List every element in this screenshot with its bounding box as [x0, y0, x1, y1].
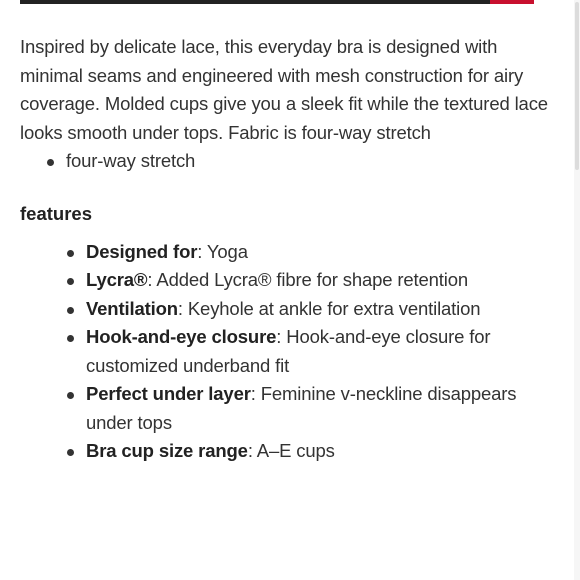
bullet-icon — [67, 335, 74, 342]
feature-value: : Added Lycra® fibre for shape retention — [147, 269, 469, 290]
feature-label: Designed for — [86, 240, 198, 262]
description-bullet-text: four-way stretch — [66, 150, 196, 171]
bullet-icon — [67, 449, 74, 456]
feature-item — [86, 238, 560, 267]
header-accent — [490, 0, 534, 4]
scrollbar-thumb[interactable] — [575, 2, 579, 170]
bullet-icon — [67, 250, 74, 257]
description-bullet — [66, 147, 560, 176]
feature-item — [86, 437, 560, 466]
feature-value: : Hook-and-eye closure for customized underband fit — [86, 326, 491, 376]
description-bullet-list — [20, 147, 560, 176]
product-description: Inspired by delicate lace, this everyday bra is designed with minimal seams and engineered with mesh construction for airy coverage. Molded cups give you a sleek fit while the textured lace looks smooth under tops. Fabric is four-way stretch — [20, 36, 548, 143]
bullet-icon — [47, 159, 54, 166]
feature-label: Lycra® — [86, 269, 148, 290]
scrollbar[interactable] — [574, 0, 580, 580]
feature-value: : Feminine v-neckline disappears under tops — [86, 383, 517, 433]
feature-label: Bra cup size range — [86, 440, 248, 461]
feature-item — [86, 295, 560, 324]
feature-value: : A–E cups — [247, 440, 335, 461]
feature-item — [86, 266, 560, 295]
header-divider — [20, 0, 534, 4]
feature-label: Perfect under layer — [86, 383, 251, 404]
features-heading: features — [20, 202, 92, 224]
feature-value: : Keyhole at ankle for extra ventilation — [177, 297, 481, 319]
feature-label: Hook-and-eye closure — [86, 326, 277, 347]
features-list — [20, 238, 560, 466]
feature-value: : Yoga — [197, 240, 248, 262]
product-details — [20, 33, 560, 466]
feature-item — [86, 380, 560, 437]
bullet-icon — [67, 392, 74, 399]
feature-label: Ventilation — [86, 297, 178, 319]
bullet-icon — [67, 278, 74, 285]
feature-item — [86, 323, 560, 380]
bullet-icon — [67, 307, 74, 314]
